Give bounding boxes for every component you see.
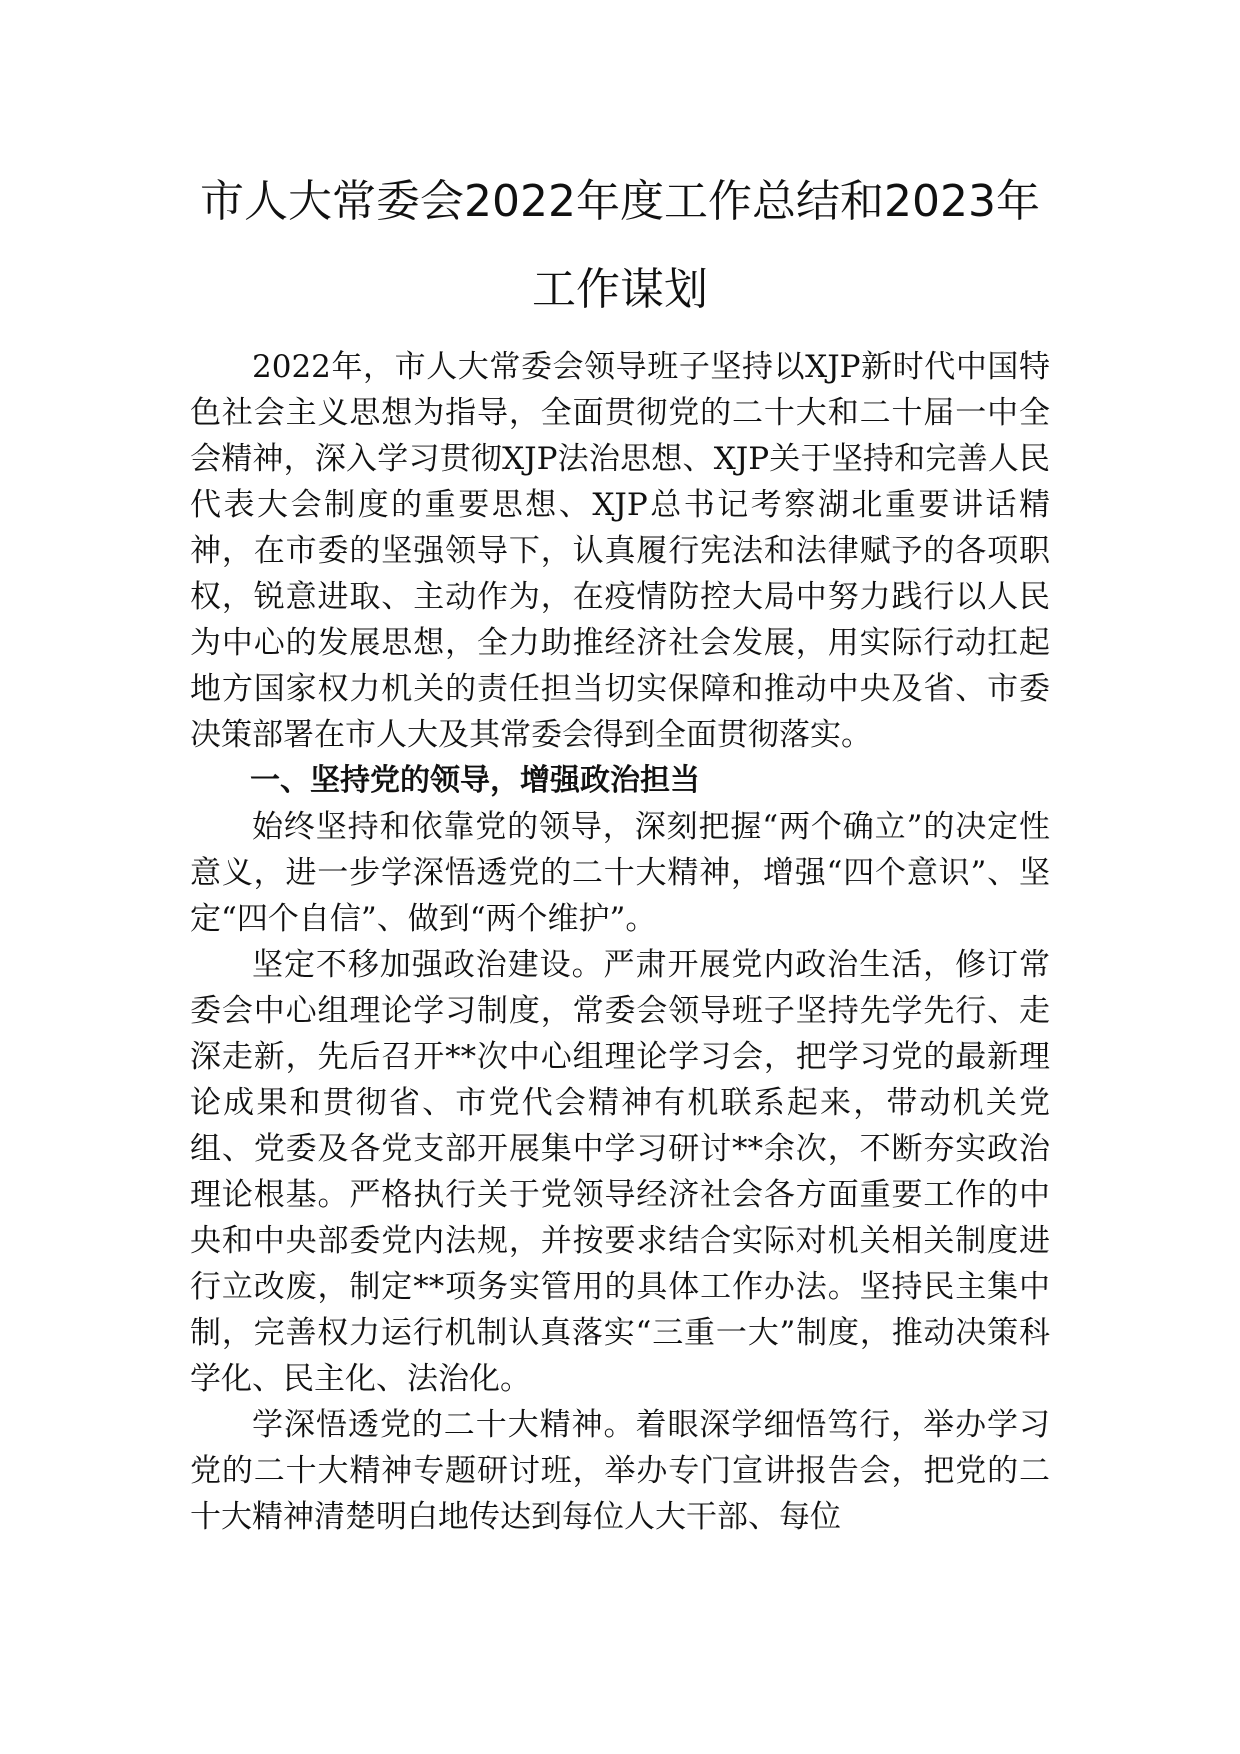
- section-1-paragraph-1: 始终坚持和依靠党的领导，深刻把握“两个确立”的决定性意义，进一步学深悟透党的二十大精神，增强“四个意识”、坚定“四个自信”、做到“两个维护”。: [190, 809, 1050, 937]
- document-page: [190, 158, 1050, 1540]
- section-heading-1: 一、坚持党的领导，增强政治担当: [250, 763, 700, 798]
- title-line-2: 工作谋划: [532, 264, 708, 315]
- intro-paragraph: 2022年，市人大常委会领导班子坚持以XJP新时代中国特色社会主义思想为指导，全面贯彻党的二十大和二十届一中全会精神，深入学习贯彻XJP法治思想、XJP关于坚持和完善人民代表大会制度的重要思想、XJP总书记考察湖北重要讲话精神，在市委的坚强领导下，认真履行宪法和法律赋予的各项职权，锐意进取、主动作为，在疫情防控大局中努力践行以人民为中心的发展思想，全力助推经济社会发展，用实际行动扛起地方国家权力机关的责任担当切实保障和推动中央及省、市委决策部署在市人大及其常委会得到全面贯彻落实。: [190, 349, 1050, 753]
- section-1-paragraph-2: 坚定不移加强政治建设。严肃开展党内政治生活，修订常委会中心组理论学习制度，常委会领导班子坚持先学先行、走深走新，先后召开**次中心组理论学习会，把学习党的最新理论成果和贯彻省、市党代会精神有机联系起来，带动机关党组、党委及各党支部开展集中学习研讨**余次，不断夯实政治理论根基。严格执行关于党领导经济社会各方面重要工作的中央和中央部委党内法规，并按要求结合实际对机关相关制度进行立改废，制定**项务实管用的具体工作办法。坚持民主集中制，完善权力运行机制认真落实“三重一大”制度，推动决策科学化、民主化、法治化。: [190, 947, 1050, 1397]
- section-1-paragraph-3: 学深悟透党的二十大精神。着眼深学细悟笃行，举办学习党的二十大精神专题研讨班，举办专门宣讲报告会，把党的二十大精神清楚明白地传达到每位人大干部、每位: [190, 1407, 1050, 1535]
- title-line-1: 市人大常委会2022年度工作总结和2023年: [200, 176, 1040, 227]
- document-title: [190, 158, 1050, 334]
